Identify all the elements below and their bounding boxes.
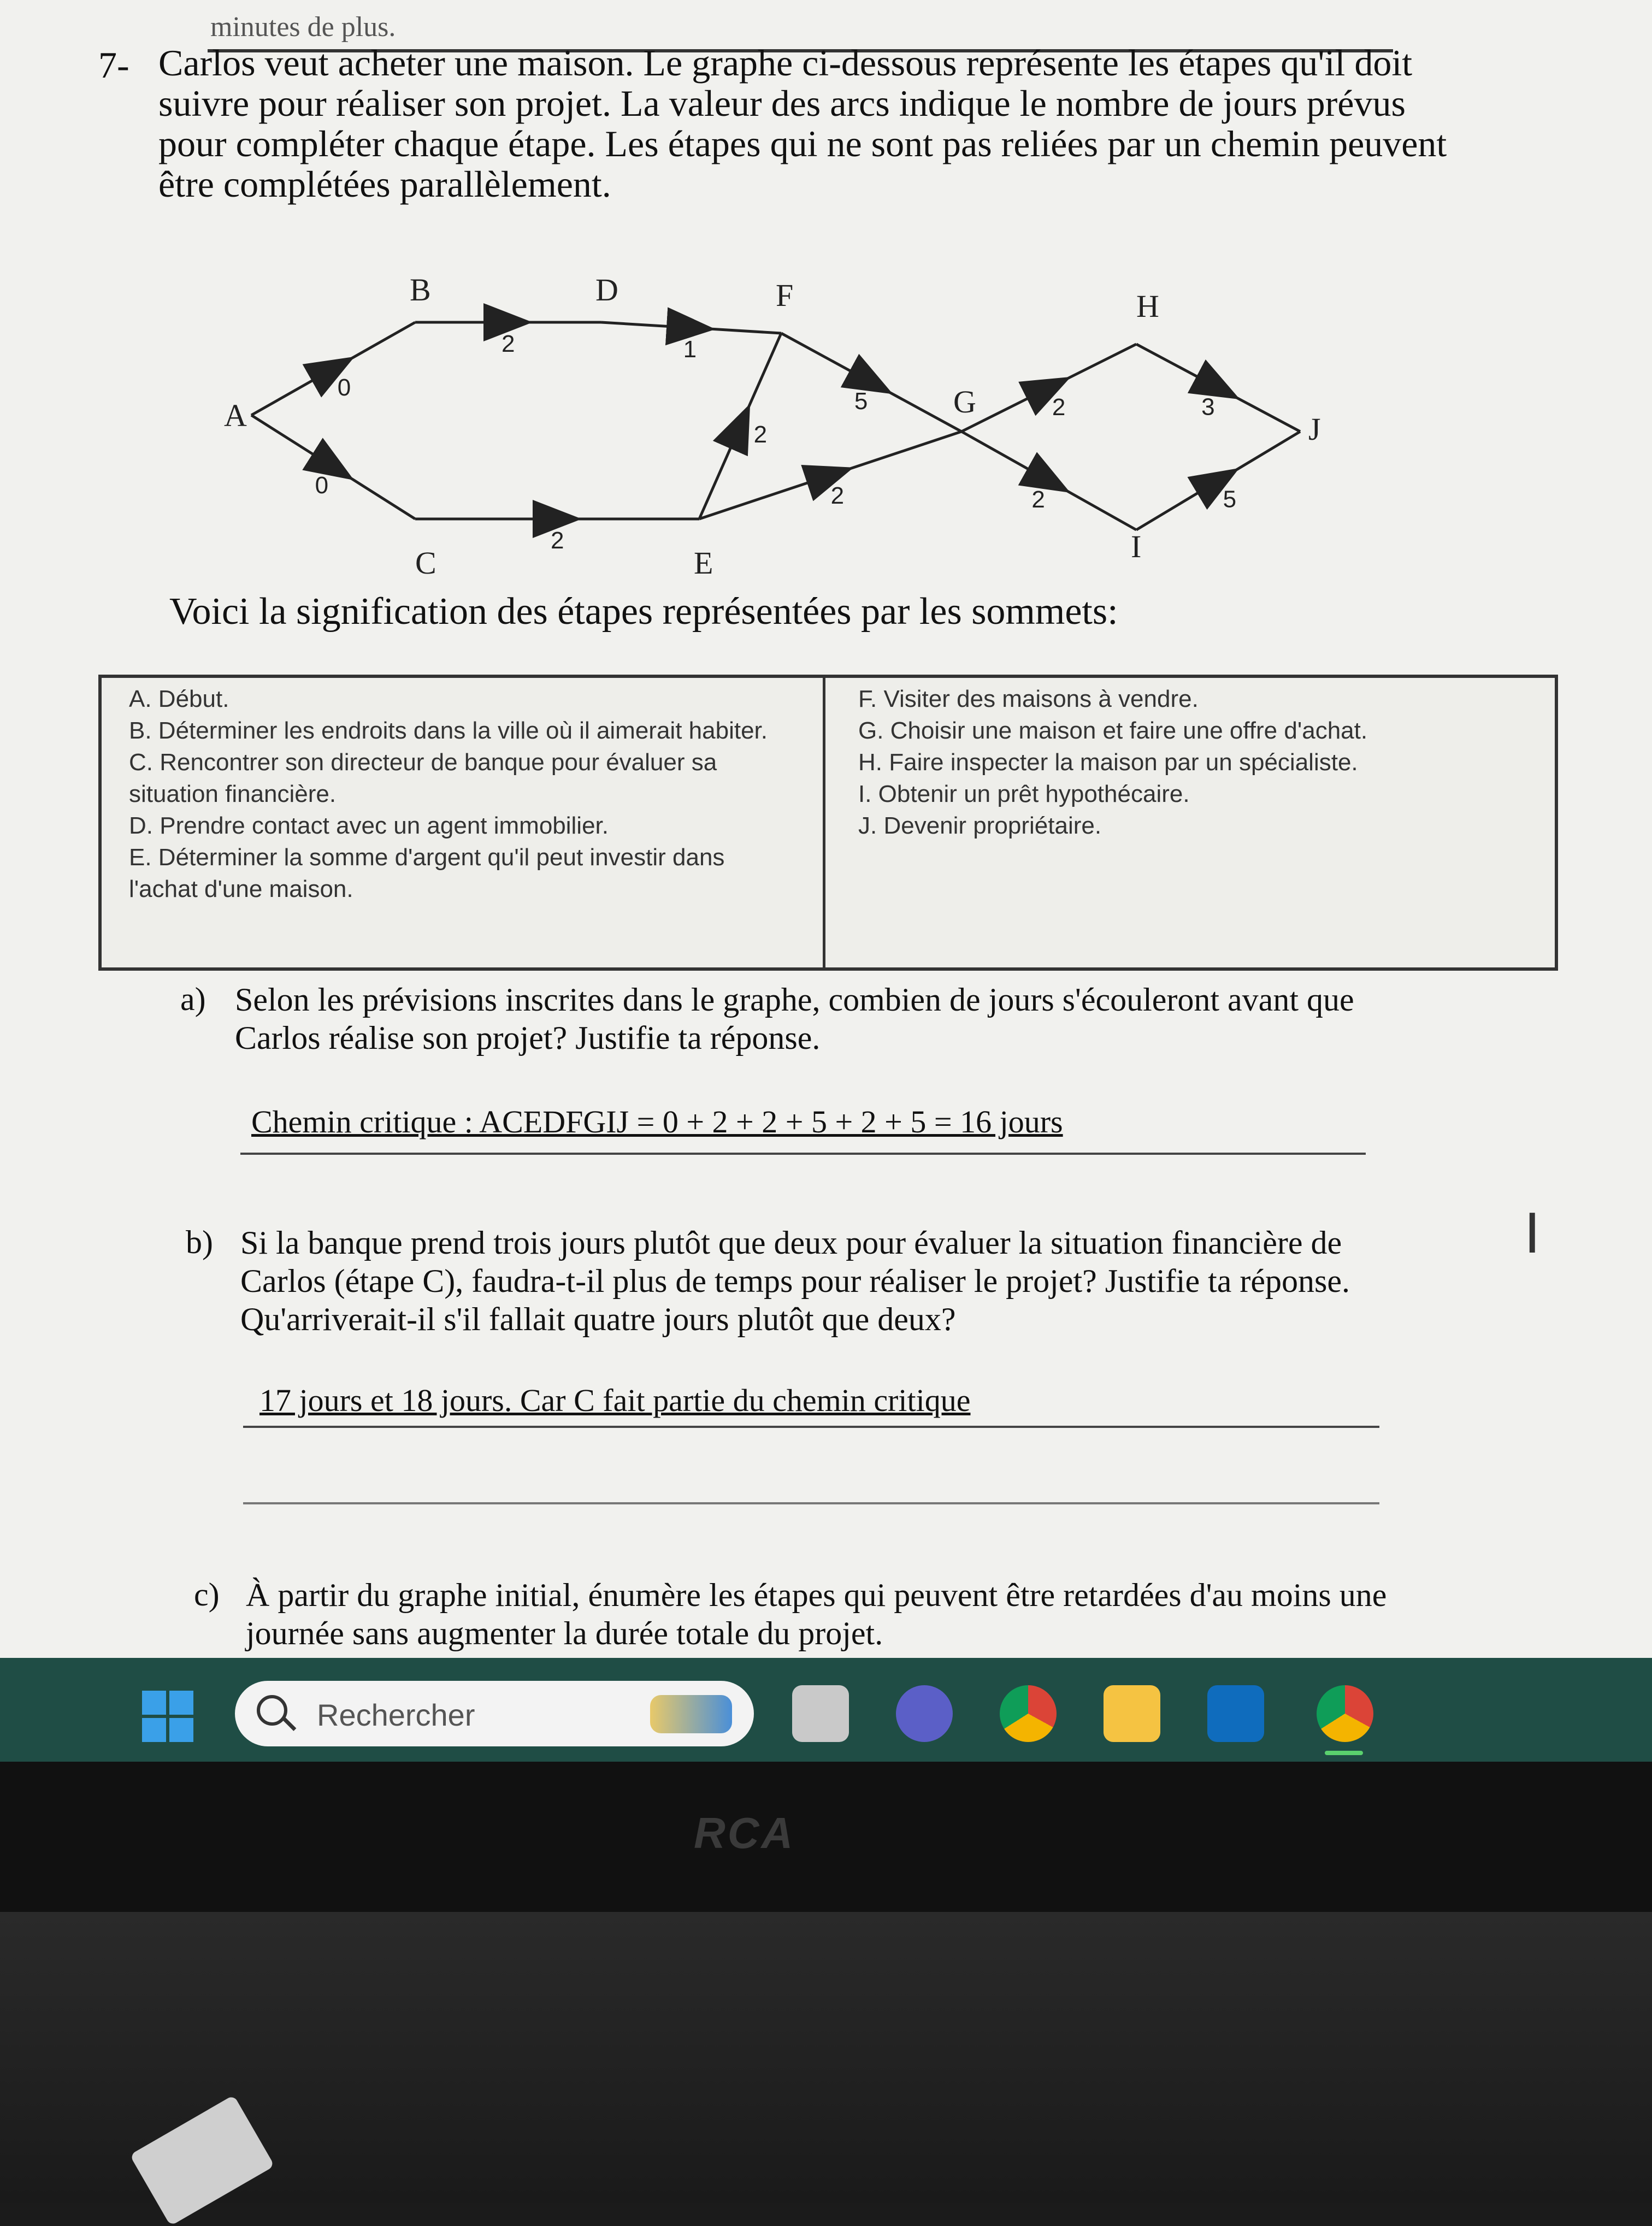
edge-arrow-IJ [1215, 481, 1218, 483]
edge-weight-EG: 2 [831, 482, 844, 509]
search-icon [257, 1695, 287, 1726]
node-f: F [776, 277, 793, 313]
text-cursor-icon: I [1524, 1202, 1541, 1266]
node-c: C [415, 545, 436, 579]
widgets-icon[interactable] [650, 1695, 732, 1733]
node-d: D [595, 273, 618, 308]
legend-item-i: I. Obtenir un prêt hypothécaire. [858, 778, 1541, 810]
edge-arrow-AB [330, 369, 333, 370]
legend-divider [823, 678, 825, 967]
legend-item-g: G. Choisir une maison et faire une offre d'achat. [858, 715, 1541, 747]
answer-line-b2 [243, 1502, 1379, 1504]
outlook-icon[interactable] [1207, 1685, 1264, 1742]
legend-item-j: J. Devenir propriétaire. [858, 810, 1541, 842]
edge-arrow-HJ [1215, 386, 1218, 388]
taskbar [0, 1658, 1652, 1762]
edge-weight-AB: 0 [338, 374, 351, 401]
legend-intro: Voici la signification des étapes représentées par les sommets: [169, 590, 1118, 634]
search-placeholder: Rechercher [317, 1697, 475, 1733]
node-j: J [1308, 411, 1321, 447]
answer-b[interactable]: 17 jours et 18 jours. Car C fait partie du chemin critique [259, 1382, 970, 1419]
subquestion-c-label: c) [194, 1576, 220, 1614]
node-h: H [1136, 288, 1159, 324]
node-i: I [1131, 529, 1141, 564]
edge-weight-GH: 2 [1052, 394, 1065, 421]
edge-arrow-EG [825, 475, 830, 477]
legend-right-column [858, 683, 1541, 842]
node-e: E [694, 545, 713, 579]
subquestion-b-label: b) [186, 1224, 213, 1261]
node-a: A [224, 398, 247, 433]
legend-left-column [129, 683, 795, 905]
edge-weight-DF: 1 [683, 336, 697, 363]
file-explorer-icon[interactable] [792, 1685, 849, 1742]
taskbar-search-box[interactable] [235, 1681, 754, 1746]
answer-line-a [240, 1153, 1366, 1155]
legend-item-c: C. Rencontrer son directeur de banque pour évaluer sa situation financière. [129, 747, 795, 810]
chrome-icon[interactable] [1000, 1685, 1057, 1742]
legend-item-d: D. Prendre contact avec un agent immobilier. [129, 810, 795, 842]
edge-weight-GI: 2 [1031, 486, 1045, 513]
legend-item-f: F. Visiter des maisons à vendre. [858, 683, 1541, 715]
subquestion-a-text: Selon les prévisions inscrites dans le graphe, combien de jours s'écouleront avant que Carlos réalise son projet? Justifie ta réponse. [235, 981, 1426, 1057]
question-text: Carlos veut acheter une maison. Le graphe ci-dessous représente les étapes qu'il doit suivre pour réaliser son projet. La valeur des arcs indique le nombre de jours prévus pour compléter chaque étape. Les étapes qui ne sont pas reliées par un chemin peuvent être complétées parallèlement. [158, 43, 1459, 204]
question-number: 7- [98, 44, 129, 87]
edge-weight-HJ: 3 [1201, 393, 1214, 420]
answer-line-b1 [243, 1426, 1379, 1428]
subquestion-b-text: Si la banque prend trois jours plutôt que deux pour évaluer la situation financière de Carlos (étape C), faudra-t-il plus de temps pour réaliser le projet? Justifie ta réponse. Qu'arriverait-il s'il fallait quatre jours plutôt que deux? [240, 1224, 1420, 1338]
teams-icon[interactable] [896, 1685, 953, 1742]
edge-arrow-GI [1046, 479, 1049, 481]
answer-a[interactable]: Chemin critique : ACEDFGIJ = 0 + 2 + 2 + 5 + 2 + 5 = 16 jours [251, 1103, 1063, 1140]
monitor-brand-logo: RCA [694, 1808, 795, 1858]
active-indicator [1325, 1751, 1363, 1755]
edge-arrow-GH [1046, 388, 1049, 389]
folder-icon[interactable] [1104, 1685, 1160, 1742]
edge-weight-EF: 2 [754, 421, 767, 448]
legend-item-e: E. Déterminer la somme d'argent qu'il peut investir dans l'achat d'une maison. [129, 842, 795, 905]
legend-table [98, 675, 1558, 971]
edge-weight-BD: 2 [502, 330, 515, 357]
windows-start-icon[interactable] [142, 1691, 194, 1743]
node-b: B [410, 273, 431, 308]
edge-arrow-AC [330, 465, 333, 467]
node-g: G [953, 384, 976, 420]
chrome-active-icon[interactable] [1317, 1685, 1373, 1742]
subquestion-c-text: À partir du graphe initial, énumère les étapes qui peuvent être retardées d'au moins une journée sans augmenter la durée totale du projet. [246, 1576, 1420, 1652]
monitor-bezel [0, 1762, 1652, 1926]
cut-off-text: minutes de plus. [210, 11, 396, 43]
edge-arrow-EF [739, 426, 740, 430]
legend-item-h: H. Faire inspecter la maison par un spécialiste. [858, 747, 1541, 778]
edge-arrow-FG [868, 380, 871, 382]
edge-weight-FG: 5 [854, 388, 868, 415]
project-graph [208, 273, 1355, 579]
legend-item-b: B. Déterminer les endroits dans la ville où il aimerait habiter. [129, 715, 795, 747]
subquestion-a-label: a) [180, 981, 206, 1018]
edge-weight-CE: 2 [551, 527, 564, 554]
legend-item-a: A. Début. [129, 683, 795, 715]
edge-weight-IJ: 5 [1223, 486, 1236, 512]
edge-weight-AC: 0 [315, 472, 328, 499]
